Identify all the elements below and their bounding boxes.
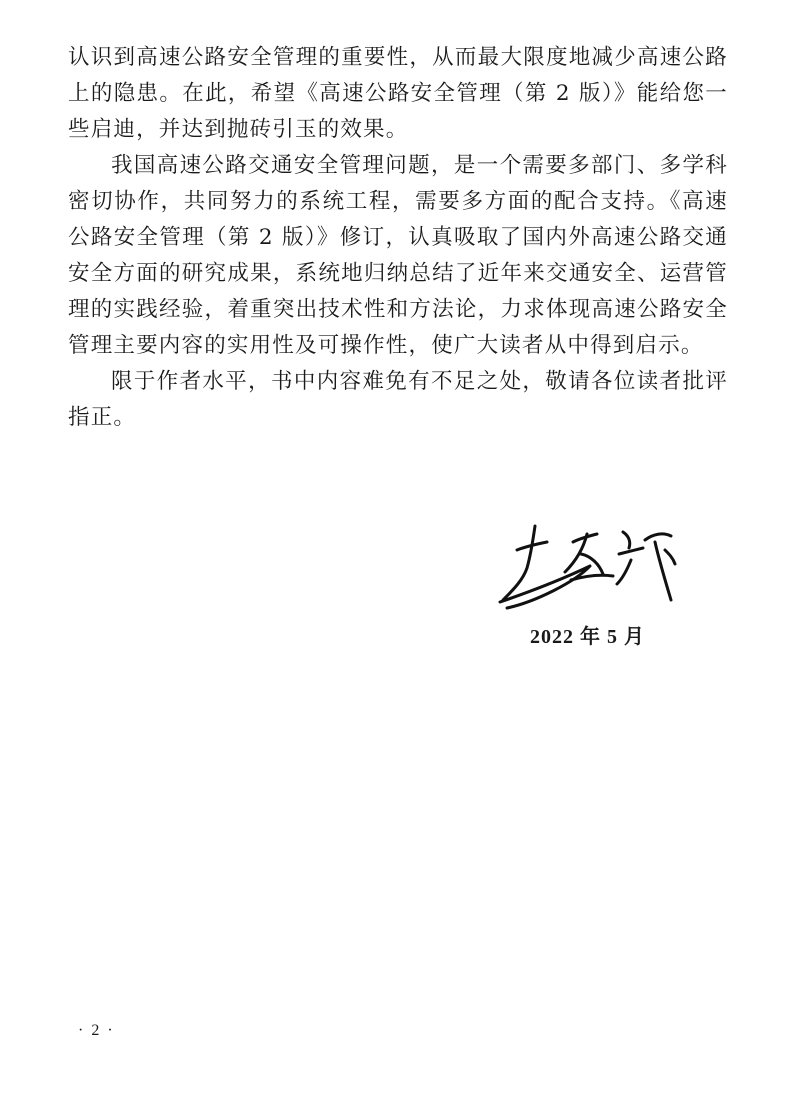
author-signature — [495, 520, 685, 620]
preface-body — [68, 40, 728, 436]
paragraph-cooperation: 我国高速公路交通安全管理问题，是一个需要多部门、多学科密切协作，共同努力的系统工程，需要多方面的配合支持。《高速公路安全管理（第 2 版）》修订，认真吸取了国内外高速公路交通安全方面的研究成果，系统地归纳总结了近年来交通安全、运营管理的实践经验，着重突出技术性和方法论，力求体现高速公路安全管理主要内容的实用性及可操作性，使广大读者从中得到启示。 — [68, 153, 728, 358]
paragraph-continuation: 认识到高速公路安全管理的重要性，从而最大限度地减少高速公路上的隐患。在此，希望《高速公路安全管理（第 2 版）》能给您一些启迪，并达到抛砖引玉的效果。 — [68, 45, 728, 142]
page-number: · 2 · — [78, 1022, 115, 1039]
signature-date: 2022 年 5 月 — [530, 626, 645, 648]
signature-image — [495, 520, 685, 620]
paragraph-limitations: 限于作者水平，书中内容难免有不足之处，敬请各位读者批评指正。 — [68, 369, 728, 430]
